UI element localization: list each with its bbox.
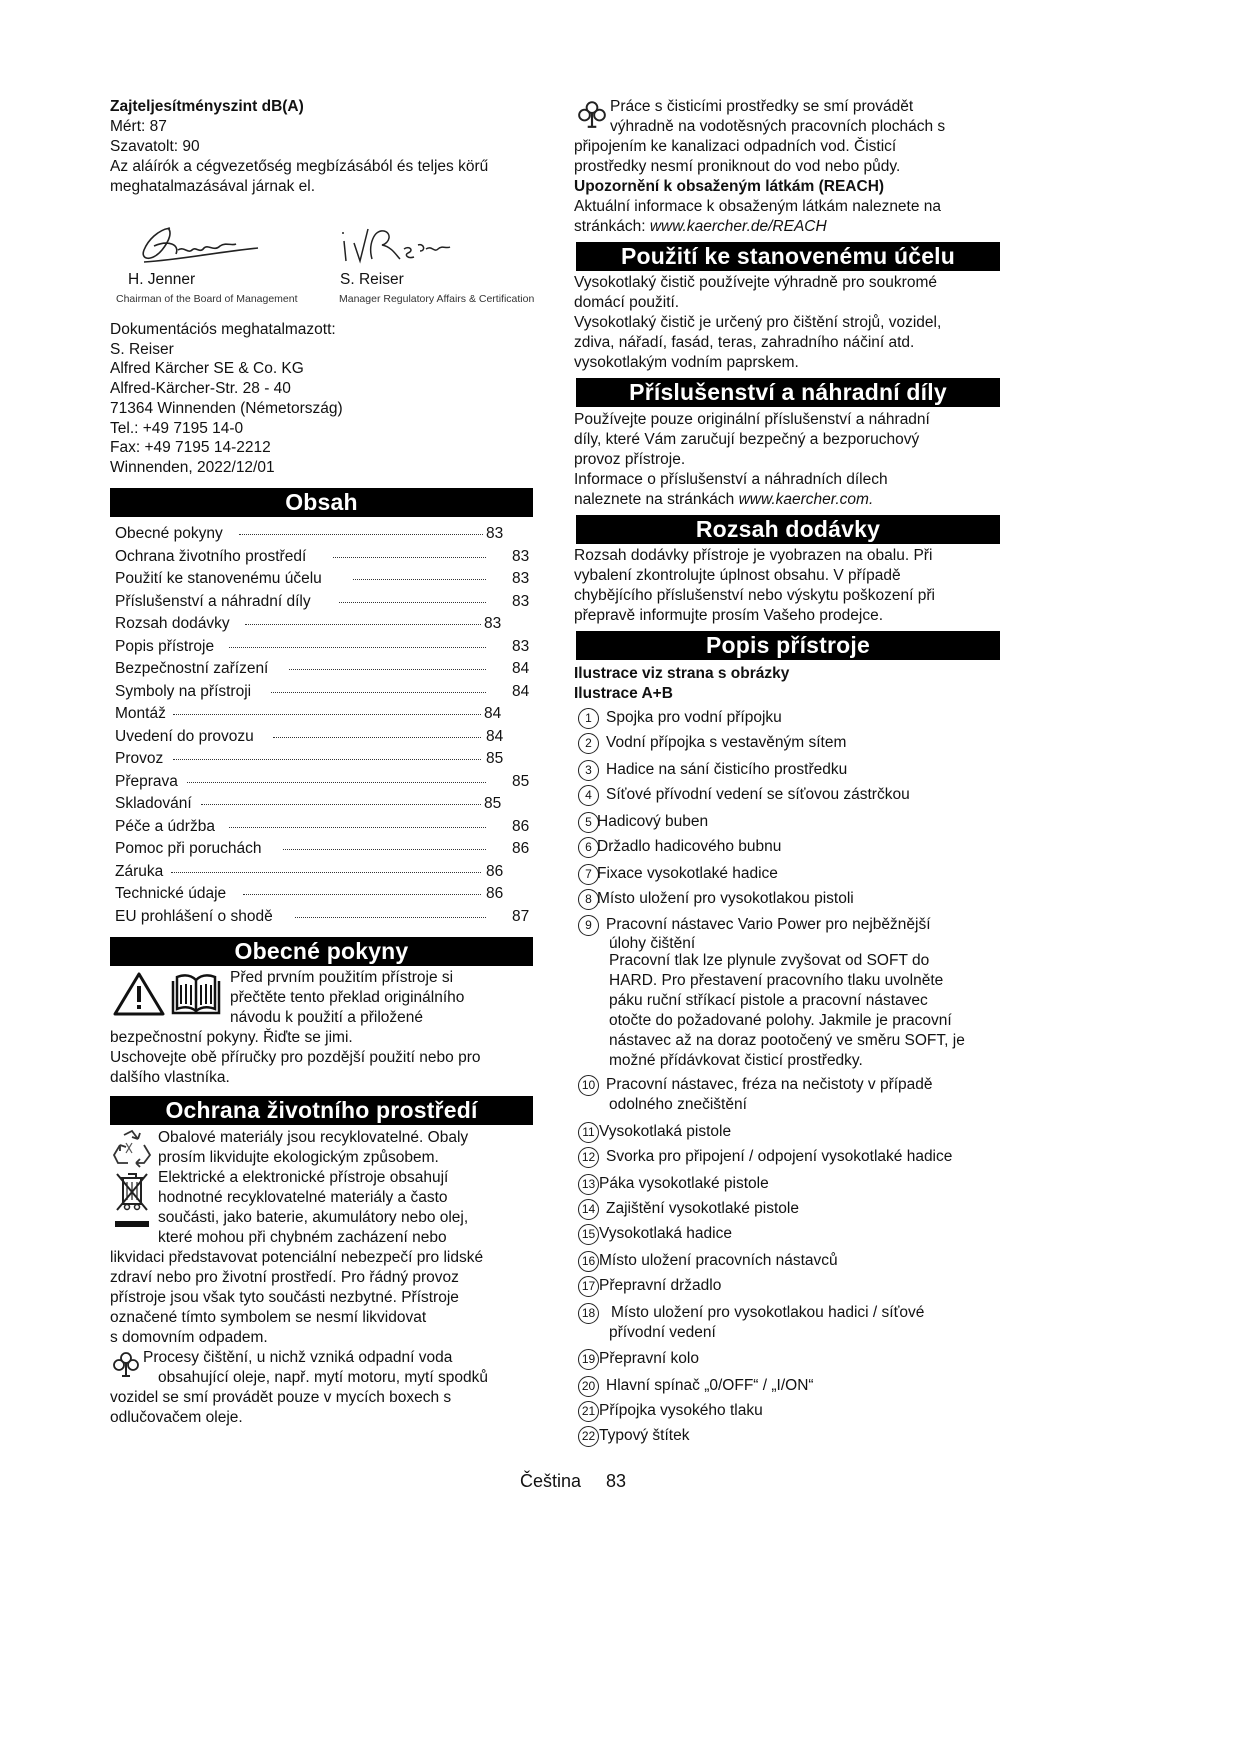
toc-page: 83 [512,570,530,587]
env-text-13: obsahující oleje, např. mytí motoru, mytí spodků [158,1369,488,1386]
use-text-2: domácí použití. [574,294,680,311]
detergent-text-1: Práce s čisticími prostředky se smí provádět [610,98,914,115]
table-of-contents [115,523,533,928]
env-text-14: vozidel se smí provádět pouze v mycích boxech s [110,1389,452,1406]
toc-label: Symboly na přístroji [115,682,252,700]
toc-entry[interactable] [115,703,533,726]
toc-label: Bezpečnostní zařízení [115,660,269,677]
recycling-icon [110,1129,154,1169]
section-bar-description: Popis přístroje [576,631,1000,660]
toc-page: 83 [512,637,530,655]
toc-page: 86 [486,862,504,880]
toc-page: 84 [512,682,530,700]
item-text-continued: odolného znečištění [609,1096,747,1113]
item-number: 13 [578,1174,599,1195]
scope-text-3: chybějícího příslušenství nebo výskytu poškození při [574,587,935,604]
scope-text-2: vybalení zkontrolujte úplnost obsahu. V případě [574,567,901,584]
item-text: Přepravní držadlo [599,1277,722,1294]
toc-label: Rozsah dodávky [115,615,230,632]
item-number: 17 [578,1276,599,1297]
item-number: 1 [578,708,599,729]
item-text: Hadicový buben [597,813,709,830]
env-text-7: likvidaci představovat potenciální nebezpečí pro lidské [110,1249,484,1266]
item-number: 3 [578,760,599,781]
item-number: 9 [578,915,599,936]
item-text: Přepravní kolo [599,1350,699,1367]
signatory-note-2: meghatalmazásával járnak el. [110,178,316,195]
env-text-9: přístroje jsou však tyto součásti nezbytné. Přístroje [110,1289,459,1306]
detergent-text-4: prostředky nesmí proniknout do vod nebo půdy. [574,158,901,175]
general-text-4: bezpečnostní pokyny. Řiďte se jimi. [110,1029,353,1046]
toc-page: 86 [486,885,504,902]
item-number: 19 [578,1349,599,1370]
item-text: Zajištění vysokotlaké pistole [606,1200,799,1217]
toc-entry[interactable] [115,883,533,906]
item-text: Místo uložení pro vysokotlakou hadici / síťové [611,1304,925,1321]
toc-entry[interactable] [115,906,533,929]
contact-line: 71364 Winnenden (Németország) [110,399,343,417]
crossed-bin-icon [113,1170,151,1230]
environment-tree-icon [577,99,607,129]
item-number: 5 [578,812,599,833]
general-text-2: přečtěte tento překlad originálního [230,989,465,1006]
toc-label: Technické údaje [115,885,227,902]
item-description-line: Pracovní tlak lze plynule zvyšovat od SOFT do [609,952,930,969]
item-description-line: otočte do požadované polohy. Jakmile je pracovní [609,1012,952,1029]
toc-page: 83 [512,592,530,610]
toc-label: Obecné pokyny [115,525,223,542]
item-text-continued: přívodní vedení [609,1324,716,1341]
toc-entry[interactable] [115,613,533,636]
item-number: 15 [578,1224,599,1245]
toc-page: 86 [512,840,530,857]
env-text-11: s domovním odpadem. [110,1329,268,1346]
toc-entry[interactable] [115,838,533,861]
item-text: Držadlo hadicového bubnu [597,838,782,855]
item-text: Místo uložení pro vysokotlakou pistoli [597,890,854,907]
item-text: Spojka pro vodní přípojku [606,709,782,726]
warning-triangle-icon [112,971,166,1017]
toc-entry[interactable] [115,568,533,591]
env-text-15: odlučovačem oleje. [110,1409,243,1426]
reach-link[interactable]: www.kaercher.de/REACH [649,218,827,235]
environment-tree-icon [112,1350,140,1378]
desc-subheading-2: Ilustrace A+B [574,685,673,702]
toc-label: Skladování [115,795,192,812]
env-text-4: hodnotné recyklovatelné materiály a často [158,1189,448,1206]
toc-label: Ochrana životního prostředí [115,547,307,565]
item-text: Přípojka vysokého tlaku [599,1402,763,1419]
env-text-5: součásti, jako baterie, akumulátory nebo olej, [158,1209,469,1226]
access-text-5: naleznete na stránkách www.kaercher.com. [574,491,874,508]
item-text: Svorka pro připojení / odpojení vysokotlaké hadice [606,1148,953,1165]
item-number: 8 [578,889,599,910]
item-number: 20 [578,1376,599,1397]
toc-label: Pomoc při poruchách [115,840,262,857]
signature-reiser-icon [338,215,458,270]
item-description-line: páku ruční stříkací pistole a pracovní nástavec [609,992,928,1009]
kaercher-link[interactable]: www.kaercher.com. [738,491,874,508]
item-number: 10 [578,1075,599,1096]
toc-entry[interactable] [115,636,533,659]
reach-text-2: stránkách: www.kaercher.de/REACH [574,218,827,235]
contact-line: Tel.: +49 7195 14-0 [110,419,244,437]
toc-page: 83 [484,615,502,632]
env-text-12: Procesy čištění, u nichž vzniká odpadní voda [143,1349,453,1366]
section-bar-environment: Ochrana životního prostředí [110,1096,533,1125]
item-text: Vodní přípojka s vestavěným sítem [606,734,847,751]
signature-2-title: Manager Regulatory Affairs & Certification [339,293,535,305]
access-text-3: provoz přístroje. [574,451,686,468]
general-text-5: Uschovejte obě příručky pro pozdější použití nebo pro [110,1049,481,1066]
item-number: 16 [578,1251,599,1272]
item-description-line: HARD. Pro přestavení pracovního tlaku uvolněte [609,972,944,989]
item-text: Hadice na sání čisticího prostředku [606,761,848,778]
desc-subheading-1: Ilustrace viz strana s obrázky [574,665,790,682]
section-bar-accessories: Příslušenství a náhradní díly [576,378,1000,407]
item-text: Hlavní spínač „0/OFF“ / „I/ON“ [606,1377,814,1394]
item-description-line: možné přídávkovat čisticí prostředky. [609,1052,863,1069]
contact-line: Winnenden, 2022/12/01 [110,458,275,476]
toc-label: Provoz [115,750,164,767]
access-text-4: Informace o příslušenství a náhradních dílech [574,471,888,488]
toc-page: 86 [512,817,530,835]
item-number: 21 [578,1401,599,1422]
item-number: 4 [578,785,599,806]
env-text-6: které mohou při chybném zacházení nebo [158,1229,447,1246]
item-text: Místo uložení pracovních nástavců [599,1252,838,1269]
env-text-2: prosím likvidujte ekologickým způsobem. [158,1149,439,1166]
item-number: 6 [578,837,599,858]
env-text-10: označené tímto symbolem se nesmí likvidovat [110,1309,427,1326]
item-text: Páka vysokotlaké pistole [599,1175,769,1192]
item-number: 12 [578,1147,599,1168]
use-text-3: Vysokotlaký čistič je určený pro čištění strojů, vozidel, [574,314,942,331]
use-text-1: Vysokotlaký čistič používejte výhradně pro soukromé [574,274,937,291]
toc-entry[interactable] [115,658,533,681]
toc-page: 84 [512,660,530,677]
signature-jenner-icon [118,210,268,272]
section-bar-intended-use: Použití ke stanovenému účelu [576,242,1000,271]
access-text-1: Používejte pouze originální příslušenství a náhradní [574,411,930,428]
item-text: Pracovní nástavec, fréza na nečistoty v případě [606,1076,933,1093]
contact-line: Dokumentációs meghatalmazott: [110,321,336,338]
section-bar-contents: Obsah [110,488,533,517]
noise-measured: Mért: 87 [110,118,167,135]
detergent-text-3: připojením ke kanalizaci odpadních vod. Čisticí [574,138,897,155]
toc-entry[interactable] [115,591,533,614]
contact-block [110,320,343,478]
contact-line: S. Reiser [110,340,174,358]
toc-entry[interactable] [115,546,533,569]
env-text-8: zdraví nebo pro životní prostředí. Pro řádný provoz [110,1269,459,1286]
item-text: Fixace vysokotlaké hadice [597,865,778,882]
env-text-3: Elektrické a elektronické přístroje obsahují [158,1169,449,1186]
toc-entry[interactable] [115,861,533,884]
toc-page: 83 [486,525,504,542]
toc-entry[interactable] [115,681,533,704]
item-text: Vysokotlaká hadice [599,1225,732,1242]
scope-text-4: přepravě informujte prosím Vašeho prodejce. [574,607,884,624]
toc-label: Přeprava [115,772,178,790]
toc-label: EU prohlášení o shodě [115,907,273,925]
use-text-5: vysokotlakým vodním paprskem. [574,354,799,371]
item-number: 2 [578,733,599,754]
general-text-6: dalšího vlastníka. [110,1069,230,1086]
toc-label: Uvedení do provozu [115,727,254,745]
general-text-1: Před prvním použitím přístroje si [230,969,454,986]
toc-page: 85 [484,795,502,812]
toc-entry[interactable] [115,523,533,546]
general-text-3: návodu k použití a přiložené [230,1009,424,1026]
toc-label: Záruka [115,862,164,880]
item-number: 11 [578,1122,599,1143]
toc-label: Péče a údržba [115,817,215,835]
item-number: 7 [578,864,599,885]
toc-entry[interactable] [115,726,533,749]
section-bar-general: Obecné pokyny [110,937,533,966]
item-number: 14 [578,1199,599,1220]
manual-book-icon [169,971,223,1017]
item-text: Síťové přívodní vedení se síťovou zástrčkou [606,786,910,803]
signature-1-title: Chairman of the Board of Management [116,293,298,305]
use-text-4: zdiva, nářadí, fasád, teras, zahradního náčiní atd. [574,334,915,351]
toc-label: Popis přístroje [115,637,215,655]
access-text-2: díly, které Vám zaručují bezpečný a bezporuchový [574,431,920,448]
detergent-text-2: výhradně na vodotěsných pracovních plochách s [610,118,946,135]
item-text: Typový štítek [599,1427,690,1444]
section-bar-scope: Rozsah dodávky [576,515,1000,544]
toc-entry[interactable] [115,771,533,794]
scope-text-1: Rozsah dodávky přístroje je vyobrazen na obalu. Při [574,547,933,564]
contact-line: Alfred-Kärcher-Str. 28 - 40 [110,380,291,398]
item-number: 18 [578,1303,599,1324]
signatory-note-1: Az aláírók a cégvezetőség megbízásából és teljes körű [110,158,489,175]
toc-entry[interactable] [115,816,533,839]
noise-heading: Zajteljesítményszint dB(A) [110,98,304,115]
reach-heading: Upozornění k obsaženým látkám (REACH) [574,178,885,195]
noise-guaranteed: Szavatolt: 90 [110,138,200,155]
item-number: 22 [578,1426,599,1447]
toc-page: 85 [486,750,504,767]
signature-2-name: S. Reiser [340,271,404,288]
signature-1-name: H. Jenner [128,271,196,288]
toc-label: Použití ke stanovenému účelu [115,570,322,587]
reach-text-1: Aktuální informace k obsaženým látkám naleznete na [574,198,942,215]
env-text-1: Obalové materiály jsou recyklovatelné. Obaly [158,1129,469,1146]
toc-page: 85 [512,772,530,790]
toc-label: Montáž [115,705,166,722]
contact-line: Fax: +49 7195 14-2212 [110,439,271,457]
toc-page: 84 [484,705,502,722]
item-text: Pracovní nástavec Vario Power pro nejběžnější [606,916,931,933]
toc-entry[interactable] [115,793,533,816]
footer-language: Čeština [520,1471,582,1491]
page-number: 83 [606,1471,627,1491]
toc-page: 84 [486,727,504,745]
toc-label: Příslušenství a náhradní díly [115,592,311,610]
toc-page: 87 [512,907,530,925]
toc-entry[interactable] [115,748,533,771]
contact-line: Alfred Kärcher SE & Co. KG [110,360,304,378]
toc-page: 83 [512,547,530,565]
item-text-continued: úlohy čištění [609,935,696,952]
item-text: Vysokotlaká pistole [599,1123,732,1140]
item-description-line: nástavec až na doraz pootočený ve směru SOFT, je [609,1032,965,1049]
